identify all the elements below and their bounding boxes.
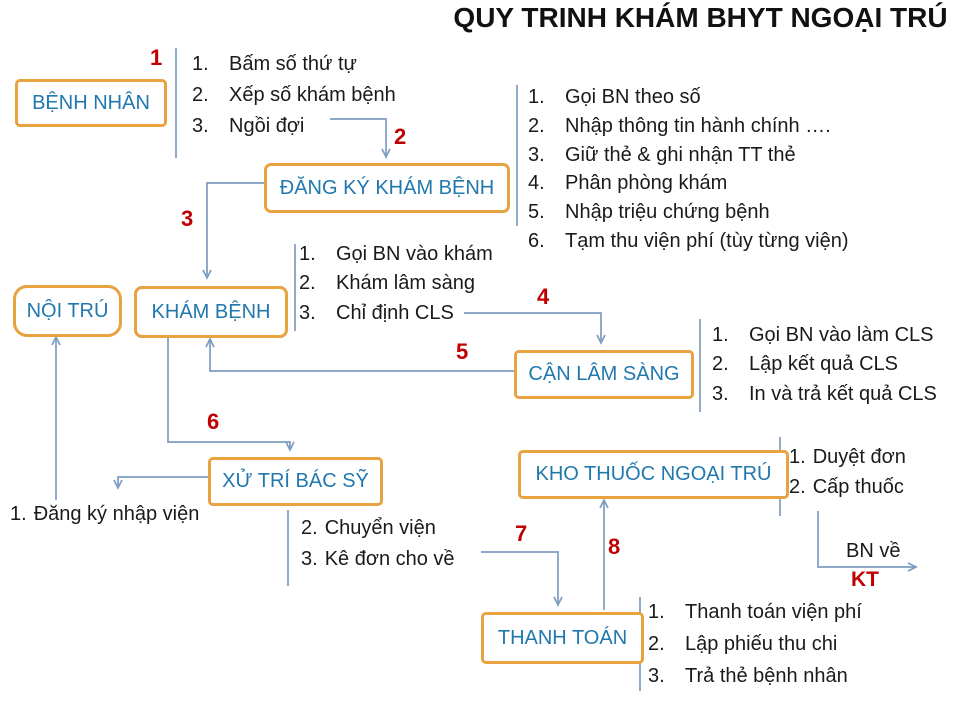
list-item: 1. Gọi BN vào khám [299,243,493,265]
list-item: 1. Gọi BN theo số [528,86,701,108]
connector-3-to-kham-benh [207,183,264,278]
list-item: 1. Đăng ký nhập viện [10,503,200,525]
list-item: 6. Tạm thu viện phí (tùy từng viện) [528,229,849,252]
node-dang-ky-kham-benh: ĐĂNG KÝ KHÁM BỆNH [264,163,510,213]
list-kham-benh-steps [299,243,493,331]
list-benh-nhan-steps [192,53,396,146]
list-kho-thuoc-steps [789,446,906,506]
node-kham-benh: KHÁM BỆNH [134,286,288,338]
node-can-lam-sang: CẬN LÂM SÀNG [514,350,694,399]
flow-number-6: 6 [207,409,220,434]
list-item: 3. Ngồi đợi [192,115,305,137]
node-benh-nhan: BỆNH NHÂN [15,79,167,127]
list-xu-tri-options [301,517,455,578]
list-dang-ky-steps [528,86,849,259]
node-noi-tru: NỘI TRÚ [13,285,122,337]
list-item: 2. Nhập thông tin hành chính …. [528,114,831,137]
list-item: 3. In và trả kết quả CLS [712,382,937,405]
list-item: 2. Khám lâm sàng [299,272,475,295]
connector-7-to-thanh-toan [481,552,558,605]
list-item: 3. Chỉ định CLS [299,301,454,324]
connector-5-back-to-kham-benh [210,339,514,371]
flow-number-4: 4 [537,284,550,309]
list-item: 2. Chuyển viện [301,517,436,539]
list-item: 1. Bấm số thứ tự [192,53,357,75]
list-item: 3. Trả thẻ bệnh nhân [648,665,848,687]
node-thanh-toan: THANH TOÁN [481,612,644,664]
flow-number-7: 7 [515,521,528,546]
list-thanh-toan-steps [648,601,862,697]
list-item: 3. Kê đơn cho về [301,547,455,570]
list-item: 1. Gọi BN vào làm CLS [712,324,934,346]
flow-number-2: 2 [394,124,407,149]
list-can-lam-sang-steps [712,324,937,412]
list-item: 3. Giữ thẻ & ghi nhận TT thẻ [528,143,796,166]
flow-number-5: 5 [456,339,469,364]
connector-6-to-xu-tri [168,332,290,450]
flow-label-kt: KT [851,568,879,591]
node-kho-thuoc-ngoai-tru: KHO THUỐC NGOẠI TRÚ [518,450,789,499]
list-item: 4. Phân phòng khám [528,172,728,195]
list-item: 1. Thanh toán viện phí [648,601,862,623]
node-xu-tri-bac-sy: XỬ TRÍ BÁC SỸ [208,457,383,506]
connector-xu-tri-to-nhap-vien [118,477,208,488]
list-item: 2. Lập phiếu thu chi [648,633,838,655]
list-item: 2. Xếp số khám bệnh [192,84,396,106]
list-item: 1. Duyệt đơn [789,446,906,468]
flow-number-1: 1 [150,45,163,70]
flow-number-8: 8 [608,534,621,559]
label-bn-ve: BN về [846,540,901,562]
list-item: 5. Nhập triệu chứng bệnh [528,201,770,224]
list-nhap-vien-option [10,503,199,526]
flow-number-3: 3 [181,206,194,231]
list-item: 2. Lập kết quả CLS [712,353,898,376]
page-title: QUY TRINH KHÁM BHYT NGOẠI TRÚ [453,2,948,33]
list-item: 2. Cấp thuốc [789,476,904,498]
